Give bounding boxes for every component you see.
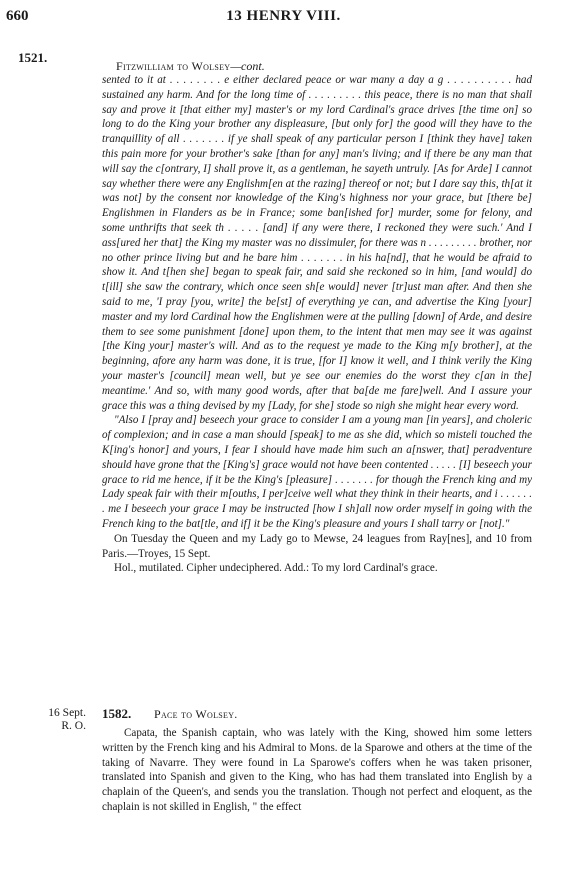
letter-closing-1: On Tuesday the Queen and my Lady go to Mewse, 24 leagues from Ray[nes], and 10 from Paris.—Troyes, 15 Sept. [102,532,532,560]
letter-heading-title: Fitzwilliam to Wolsey [116,59,231,73]
entry-body [102,726,532,815]
entry-number: 1582. [102,706,132,721]
letter-heading-suffix: —cont. [230,59,265,73]
entry-date-column [18,707,86,733]
page-number: 660 [6,8,29,24]
letter-heading [116,59,265,74]
entry-source: R. O. [61,720,86,732]
letter-body [102,73,532,576]
margin-year: 1521. [18,50,48,65]
running-head: 13 HENRY VIII. [226,8,341,24]
letter-paragraph-2: "Also I [pray and] beseech your grace to consider I am a young man [in years], and choleric of complexion; and in case a man should [speak] to me as she did, which so misteli touched the K[ing's honor] and yours, I fear I should have made him such an a[nswer, that] peradventure should have grone that the [King's] grace would not have been contented . . . . . [I] beseech your grace to rid me hence, if it be the King's [pleasure] . . . . . . . for though the French king and my Lady speak fair with their m[ouths, I per]ceive well what they think in their hearts, and i . . . . . . . me I beseech your grace I may be instructed [how I sh]all now order myself in going with the French king to the bat[tle, and if] it be the King's pleasure and yours I shall tarry or [not]." [102,414,532,530]
entry-date: 16 Sept. [48,707,86,719]
entry-paragraph: Capata, the Spanish captain, who was lately with the King, showed him some letters written by the French king and his Admiral to Mons. de la Sparowe and others at the time of the taking of Navarre. They were found in La Sparowe's coffers when he was taken prisoner, translated into Spanish and given to the King, who has had them translated into English by a chaplain of the Queen's, and sends you the translation. Though not perfect and eloquent, as the chaplain is not skilled in English, " the effect [102,727,532,813]
entry-title: Pace to Wolsey. [154,707,238,721]
letter-closing-2: Hol., mutilated. Cipher undeciphered. Add.: To my lord Cardinal's grace. [114,562,438,575]
letter-paragraph-1: sented to it at . . . . . . . . e either declared peace or war many a day a g . . . . . . . . . . had sustained any harm. And for the long time of . . . . . . . . . this peace, there is no man that shall say and prove it [that either my] master's or my lord Cardinal's grace drives [the time on] so long to do the King your brother any displeasure, [but only for] the good will they have to the tranquillity of all . . . . . . . if ye shall speak of any particular person I [think they have] taken this pain more for your brother's sake [than for any] man's living; and if there be any man that will say the c[ontrary, I] shall prove it, as a gentleman, he sayeth untruly. [As for Arde] I cannot say whether there were any Englishm[en at the razing] thereof or not; but I dare say this, th[at it was not] by the consent nor knowledge of the King's highness nor your grace, but [there be] Englishmen in Flanders as be in France; some ban[ished for] murder, some for felony, and some unthrifts that seek th . . . . . [and] if any were there, I reckoned they were such.' And I ass[ured her that] the King my master was no dissimuler, for there was n . . . . . . . . . brother, nor no other prince living but and he bare him . . . . . . . in his ha[nd], that he would be afraid to show it. And t[hen she] began to speak fair, and said she reckoned so in him, [and would] do t[ill] she saw the contrary, which once seen sh[e would] never [tr]ust man after. And then she said to me, 'I pray [you, write] the be[st] of everything ye can, and advertise the King [your] master and my lord Cardinal how the Englishmen were at the pulling [down] of Arde, and desire them to see some punishment [done] upon them, to the intent that men may see it was against [the King your] master's will. And as to the request ye made to the King m[y brother], at the beginning, afore any harm was done, it is true, [for I] know it well, and I think verily the King your master's [council] mean well, but ye see our enemies do the worst they c[an in the] meantime.' And so, with many good words, after that ba[de me fare]well. And I assure your grace this was a thing devised by my [Lady, for she] stode so nigh she might hear every word. [102,74,532,412]
